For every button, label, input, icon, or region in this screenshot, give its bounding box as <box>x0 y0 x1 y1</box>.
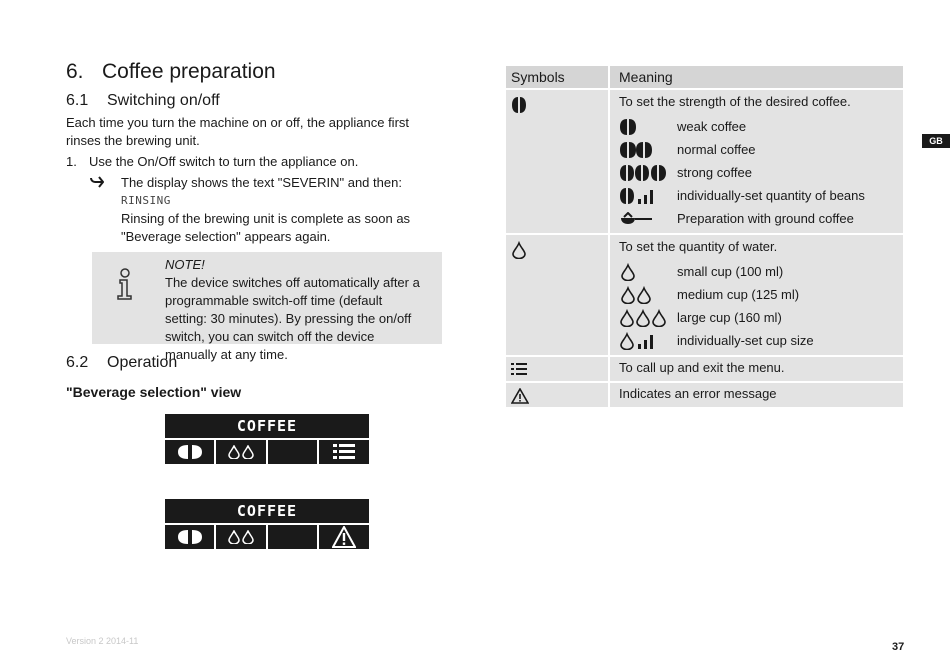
item-text: individually-set cup size <box>677 333 814 348</box>
meaning-cell <box>610 90 903 233</box>
result-prefix: The display shows the text "SEVERIN" and then: <box>121 175 402 190</box>
symbol-cell <box>506 90 608 233</box>
meaning-text: To set the strength of the desired coffee. <box>619 94 851 109</box>
note-text: The device switches off automatically after a programmable switch-off time (default setting: 30 minutes). By pressing the on/off switch, you can switch off the device manually at any time. <box>165 275 420 362</box>
bean-bars-icon <box>619 184 677 207</box>
subsection-number-2: 6.2 <box>66 354 89 371</box>
item-text: large cup (160 ml) <box>677 310 782 325</box>
table-row <box>506 90 905 235</box>
bean-1-icon <box>619 115 677 138</box>
subsection-heading-2 <box>66 354 177 372</box>
symbol-cell <box>506 383 608 407</box>
coffee-display-warning <box>165 499 369 549</box>
bean-3-icon <box>619 161 677 184</box>
drop-2-icon <box>216 525 266 549</box>
version-footer: Version 2 2014-11 <box>66 636 139 646</box>
result-text <box>121 174 446 246</box>
menu-icon <box>319 440 369 464</box>
item-text: small cup (100 ml) <box>677 264 784 279</box>
table-header <box>506 66 905 90</box>
subsection-heading-1 <box>66 92 220 110</box>
item-text: Preparation with ground coffee <box>677 211 854 226</box>
display-label: COFFEE <box>165 414 369 438</box>
list-item <box>619 283 903 306</box>
bean-icon <box>165 440 214 464</box>
bean-icon <box>165 525 214 549</box>
list-item <box>619 184 903 207</box>
header-meaning: Meaning <box>610 66 903 88</box>
display-label: COFFEE <box>165 499 369 523</box>
display-rinsing-text: RINSING <box>121 194 171 207</box>
list-item <box>619 329 903 352</box>
list-item <box>619 115 903 138</box>
view-title: "Beverage selection" view <box>66 384 242 400</box>
page-number: 37 <box>892 641 905 653</box>
symbol-cell <box>506 357 608 381</box>
note-label: NOTE! <box>165 257 205 272</box>
menu-icon <box>511 362 527 381</box>
step-number: 1. <box>66 154 77 169</box>
empty-slot <box>268 525 317 549</box>
meaning-cell: Indicates an error message <box>610 383 903 407</box>
item-text: normal coffee <box>677 142 756 157</box>
section-title <box>66 60 276 84</box>
section-number: 6. <box>66 60 84 83</box>
result-suffix: Rinsing of the brewing unit is complete as soon as "Beverage selection" appears again. <box>121 211 411 244</box>
item-text: medium cup (125 ml) <box>677 287 800 302</box>
item-text: individually-set quantity of beans <box>677 188 865 203</box>
coffee-display-menu <box>165 414 369 464</box>
info-icon <box>114 268 136 305</box>
bean-2-icon <box>619 138 677 161</box>
drop-icon <box>511 241 527 264</box>
list-item <box>619 260 903 283</box>
list-item <box>619 306 903 329</box>
warning-icon <box>511 388 529 409</box>
drop-bars-icon <box>619 329 677 352</box>
meaning-cell: To call up and exit the menu. <box>610 357 903 381</box>
drop-2-icon <box>619 283 677 306</box>
arrow-icon <box>90 175 104 193</box>
empty-slot <box>268 440 317 464</box>
note-box <box>92 252 442 362</box>
table-row <box>506 383 905 409</box>
section-title-text: Coffee preparation <box>102 60 276 83</box>
ground-coffee-icon <box>619 207 677 230</box>
subsection-title-2: Operation <box>107 354 178 371</box>
bean-icon <box>511 96 527 119</box>
table-row <box>506 235 905 357</box>
warning-icon <box>319 525 369 549</box>
step-1 <box>66 153 446 171</box>
item-text: weak coffee <box>677 119 747 134</box>
language-tab: GB <box>922 134 950 148</box>
meaning-cell <box>610 235 903 355</box>
item-text: strong coffee <box>677 165 752 180</box>
list-item <box>619 161 903 184</box>
drop-2-icon <box>216 440 266 464</box>
list-item <box>619 138 903 161</box>
symbol-cell <box>506 235 608 355</box>
note-content <box>165 256 425 364</box>
list-item <box>619 207 903 230</box>
subsection-number-1: 6.1 <box>66 92 89 109</box>
drop-1-icon <box>619 260 677 283</box>
subsection-title-1: Switching on/off <box>107 92 220 109</box>
meaning-text: To set the quantity of water. <box>619 239 778 254</box>
symbols-table <box>506 66 905 409</box>
intro-paragraph: Each time you turn the machine on or off, the appliance first rinses the brewing unit. <box>66 115 410 148</box>
drop-3-icon <box>619 306 677 329</box>
step-text: Use the On/Off switch to turn the appliance on. <box>89 154 359 169</box>
header-symbols: Symbols <box>506 66 608 88</box>
table-row <box>506 357 905 383</box>
